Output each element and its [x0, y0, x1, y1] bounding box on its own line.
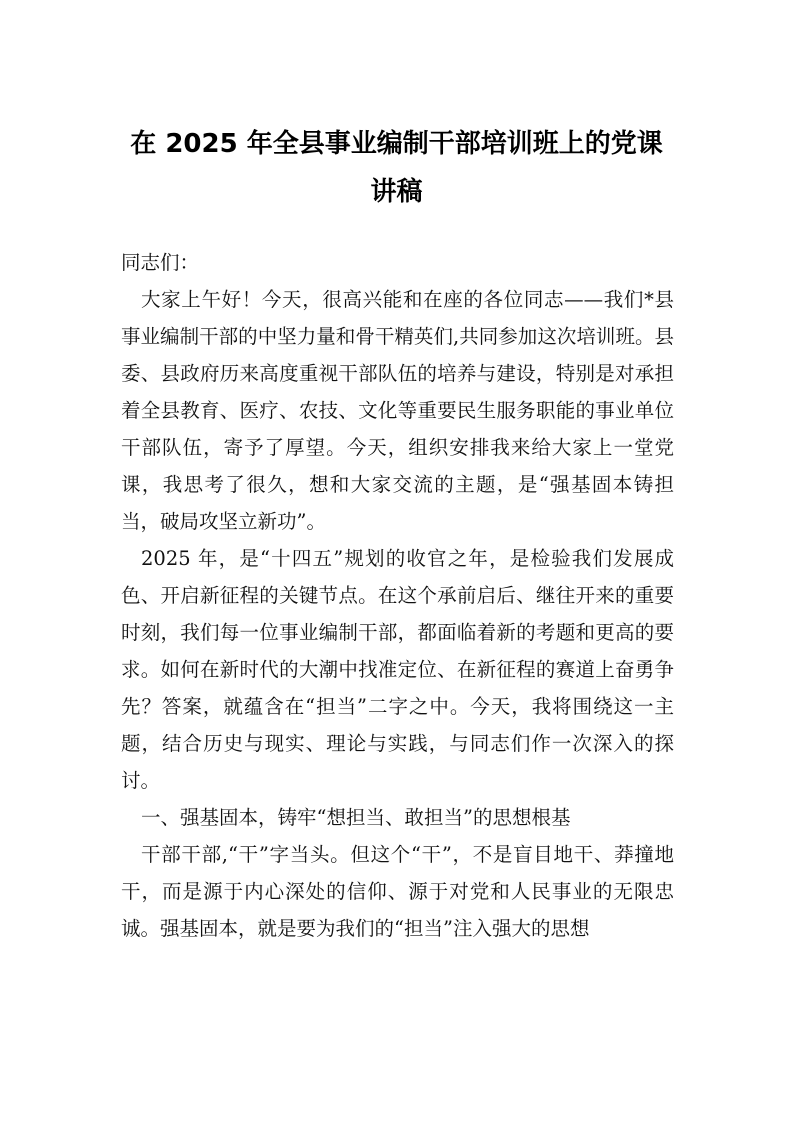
section-paragraph: 干部干部,“干”字当头。但这个“干”，不是盲目地干、莽撞地干，而是源于内心深处的信仰、源于对党和人民事业的无限忠诚。强基固本，就是要为我们的“担当”注入强大的思想	[121, 843, 674, 940]
paragraph-context: 2025 年，是“十四五”规划的收官之年，是检验我们发展成色、开启新征程的关键节点。在这个承前启后、继往开来的重要时刻，我们每一位事业编制干部，都面临着新的考题和更高的要求。如何在新时代的大潮中找准定位、在新征程的赛道上奋勇争先？答案，就蕴含在“担当”二字之中。今天，我将围绕这一主题，结合历史与现实、理论与实践，与同志们作一次深入的探讨。	[121, 547, 674, 792]
salutation: 同志们：	[121, 251, 200, 274]
section-heading: 一、强基固本，铸牢“想担当、敢担当”的思想根基	[141, 806, 571, 829]
paragraph-opening: 大家上午好！今天，很高兴能和在座的各位同志——我们*县事业编制干部的中坚力量和骨干精英们,共同参加这次培训班。县委、县政府历来高度重视干部队伍的培养与建设，特别是对承担着全县教育、医疗、农技、文化等重要民生服务职能的事业单位干部队伍，寄予了厚望。今天，组织安排我来给大家上一堂党课，我思考了很久，想和大家交流的主题，是“强基固本铸担当，破局攻坚立新功”。	[121, 288, 674, 533]
document-body	[121, 244, 674, 947]
document-title: 在 2025 年全县事业编制干部培训班上的党课讲稿	[130, 129, 663, 207]
